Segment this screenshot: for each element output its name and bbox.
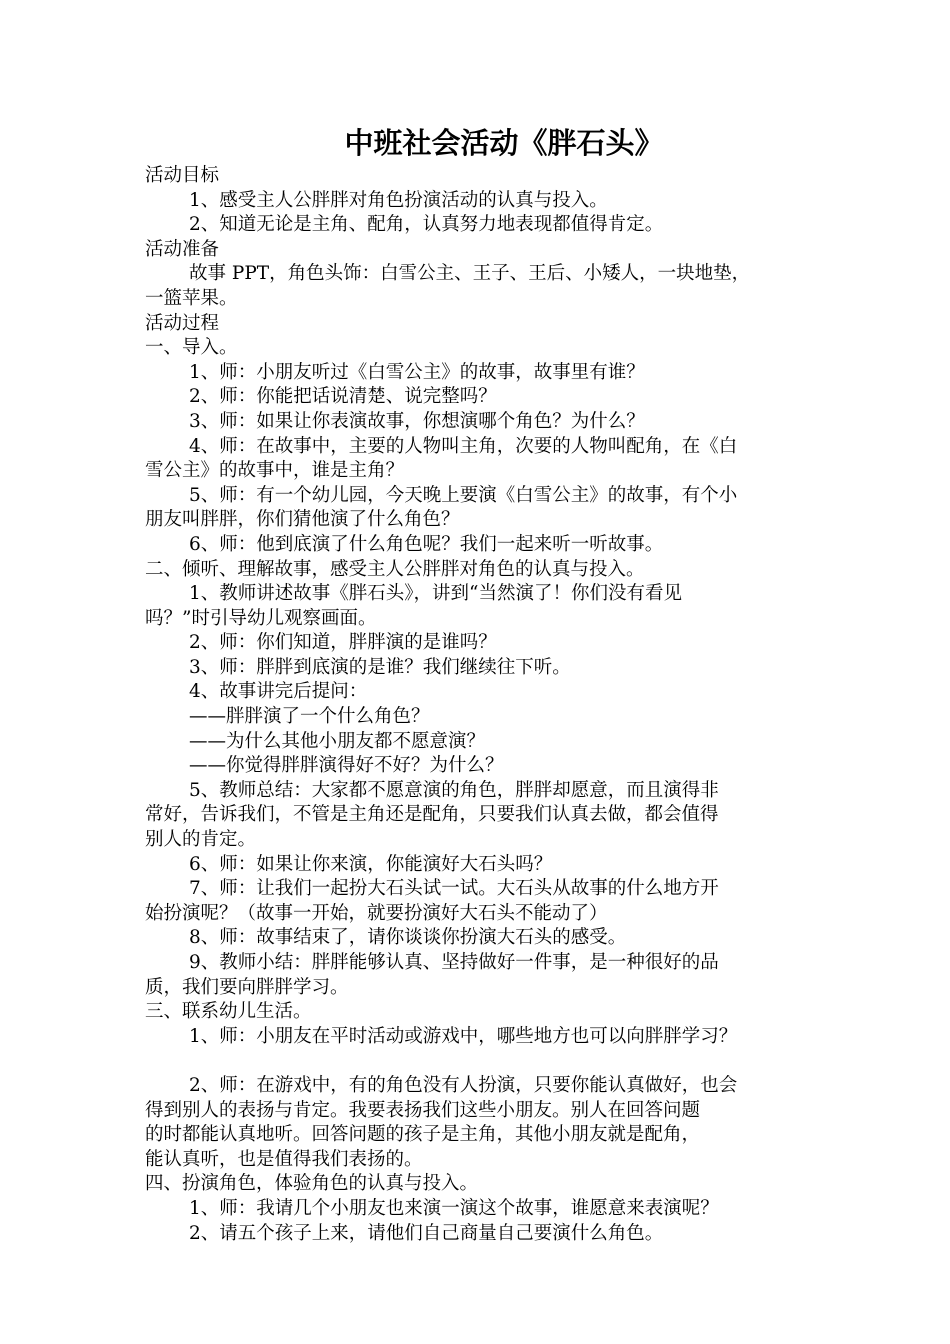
paragraph-line: 的时都能认真地听。回答问题的孩子是主角，其他小朋友就是配角， [145, 1124, 701, 1146]
paragraph-line: 2、师：在游戏中，有的角色没有人扮演，只要你能认真做好，也会 [189, 1074, 738, 1096]
paragraph-line: 1、师：我请几个小朋友也来演一演这个故事，谁愿意来表演呢？ [189, 1197, 719, 1219]
paragraph-line: 6、师：如果让你来演，你能演好大石头吗？ [189, 853, 553, 875]
paragraph-line: 始扮演呢？（故事一开始，就要扮演好大石头不能动了） [145, 902, 608, 924]
document-title: 中班社会活动《胖石头》 [344, 126, 664, 160]
paragraph-line: 2、师：你们知道，胖胖演的是谁吗？ [189, 632, 497, 654]
blank-line [145, 1049, 825, 1074]
paragraph-line: 1、教师讲述故事《胖石头》，讲到“当然演了！你们没有看见 [189, 583, 682, 605]
paragraph-line: 4、故事讲完后提问： [189, 681, 368, 703]
paragraph-line: 四、扮演角色，体验角色的认真与投入。 [145, 1173, 479, 1195]
paragraph-line: 2、请五个孩子上来，请他们自己商量自己要演什么角色。 [189, 1222, 664, 1244]
document-body [145, 164, 825, 1246]
paragraph-line: 活动目标 [145, 165, 220, 186]
paragraph-line: 别人的肯定。 [145, 829, 257, 851]
paragraph-line: 2、师：你能把话说清楚、说完整吗？ [189, 386, 497, 408]
paragraph-line: 能认真听，也是值得我们表扬的。 [145, 1148, 423, 1170]
paragraph-line: 三、联系幼儿生活。 [145, 1001, 312, 1023]
paragraph-line: 一篮苹果。 [145, 287, 238, 309]
paragraph-line: 常好，告诉我们，不管是主角还是配角，只要我们认真去做，都会值得 [145, 804, 719, 826]
paragraph-line: 1、师：小朋友听过《白雪公主》的故事，故事里有谁？ [189, 361, 645, 383]
paragraph-line: 8、师：故事结束了，请你谈谈你扮演大石头的感受。 [189, 927, 627, 949]
paragraph-line: 5、教师总结：大家都不愿意演的角色，胖胖却愿意，而且演得非 [189, 779, 719, 801]
paragraph-line: 6、师：他到底演了什么角色呢？我们一起来听一听故事。 [189, 533, 664, 555]
paragraph-line: 1、感受主人公胖胖对角色扮演活动的认真与投入。 [189, 189, 608, 211]
paragraph-line: 质，我们要向胖胖学习。 [145, 976, 349, 998]
paragraph-line: 3、师：如果让你表演故事，你想演哪个角色？为什么？ [189, 410, 645, 432]
paragraph-line: 4、师：在故事中，主要的人物叫主角，次要的人物叫配角，在《白 [189, 435, 738, 457]
paragraph-line: 二、倾听、理解故事，感受主人公胖胖对角色的认真与投入。 [145, 558, 645, 580]
paragraph-line: 2、知道无论是主角、配角，认真努力地表现都值得肯定。 [189, 214, 664, 236]
paragraph-line: 1、师：小朋友在平时活动或游戏中，哪些地方也可以向胖胖学习？ [189, 1025, 738, 1047]
paragraph-line: 9、教师小结：胖胖能够认真、坚持做好一件事，是一种很好的品 [189, 952, 719, 973]
paragraph-line: 一、导入。 [145, 337, 238, 359]
document-page [145, 122, 825, 1246]
paragraph-line: 3、师：胖胖到底演的是谁？我们继续往下听。 [189, 656, 571, 678]
paragraph-line: ——胖胖演了一个什么角色？ [189, 706, 430, 728]
paragraph-line: 吗？”时引导幼儿观察画面。 [145, 607, 377, 629]
paragraph-line: 故事 PPT，角色头饰：白雪公主、王子、王后、小矮人，一块地垫， [189, 263, 751, 285]
paragraph-line: 活动准备 [145, 238, 220, 260]
paragraph-line: 活动过程 [145, 312, 220, 334]
paragraph-line: ——为什么其他小朋友都不愿意演？ [189, 730, 486, 752]
paragraph-line: 雪公主》的故事中，谁是主角？ [145, 460, 405, 482]
paragraph-line: 得到别人的表扬与肯定。我要表扬我们这些小朋友。别人在回答问题 [145, 1099, 701, 1121]
paragraph-line: 5、师：有一个幼儿园，今天晚上要演《白雪公主》的故事，有个小 [189, 484, 738, 506]
paragraph-line: ——你觉得胖胖演得好不好？为什么？ [189, 755, 504, 777]
paragraph-line: 朋友叫胖胖，你们猜他演了什么角色？ [145, 509, 460, 531]
paragraph-line: 7、师：让我们一起扮大石头试一试。大石头从故事的什么地方开 [189, 878, 719, 900]
